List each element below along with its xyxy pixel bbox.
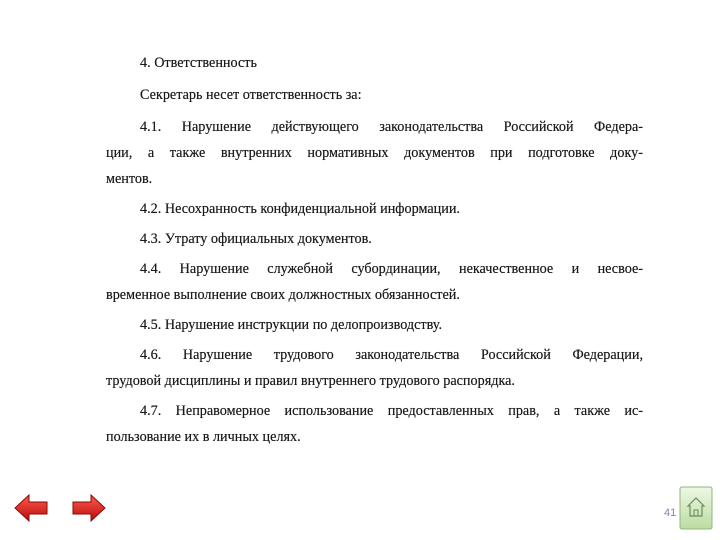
list-item-4-3: 4.3. Утрату официальных документов. — [140, 231, 372, 247]
item-4-1-line-2: ции, а также внутренних нормативных документов при подготовке доку- — [106, 145, 643, 161]
home-icon — [679, 486, 713, 530]
item-4-7-line-1: 4.7. Неправомерное использование предоставленных прав, а также ис- — [140, 403, 643, 419]
document-body — [106, 50, 643, 450]
list-item-4-7 — [106, 398, 643, 450]
arrow-left-icon — [14, 492, 50, 524]
list-item-4-5: 4.5. Нарушение инструкции по делопроизводству. — [140, 317, 443, 333]
list-item-4-1 — [106, 114, 643, 192]
item-4-1-line-3: ментов. — [106, 171, 153, 187]
item-4-7-line-2: пользование их в личных целях. — [106, 429, 301, 445]
item-4-4-line-1: 4.4. Нарушение служебной субординации, некачественное и несвое- — [140, 261, 643, 277]
item-4-6-line-1: 4.6. Нарушение трудового законодательства Российской Федерации, — [140, 347, 643, 363]
page-number: 41 — [664, 507, 677, 519]
list-item-4-6 — [106, 342, 643, 394]
arrow-right-icon — [70, 492, 106, 524]
item-4-4-line-2: временное выполнение своих должностных обязанностей. — [106, 287, 460, 303]
list-item-4-4 — [106, 256, 643, 308]
home-button[interactable] — [679, 486, 713, 530]
intro-text: Секретарь несет ответственность за: — [140, 87, 362, 103]
next-slide-button[interactable] — [70, 492, 106, 524]
section-heading: 4. Ответственность — [140, 55, 257, 71]
item-4-1-line-1: 4.1. Нарушение действующего законодательства Российской Федера- — [140, 119, 643, 135]
list-item-4-2: 4.2. Несохранность конфиденциальной информации. — [140, 201, 460, 217]
item-4-6-line-2: трудовой дисциплины и правил внутреннего трудового распорядка. — [106, 373, 515, 389]
prev-slide-button[interactable] — [14, 492, 50, 524]
